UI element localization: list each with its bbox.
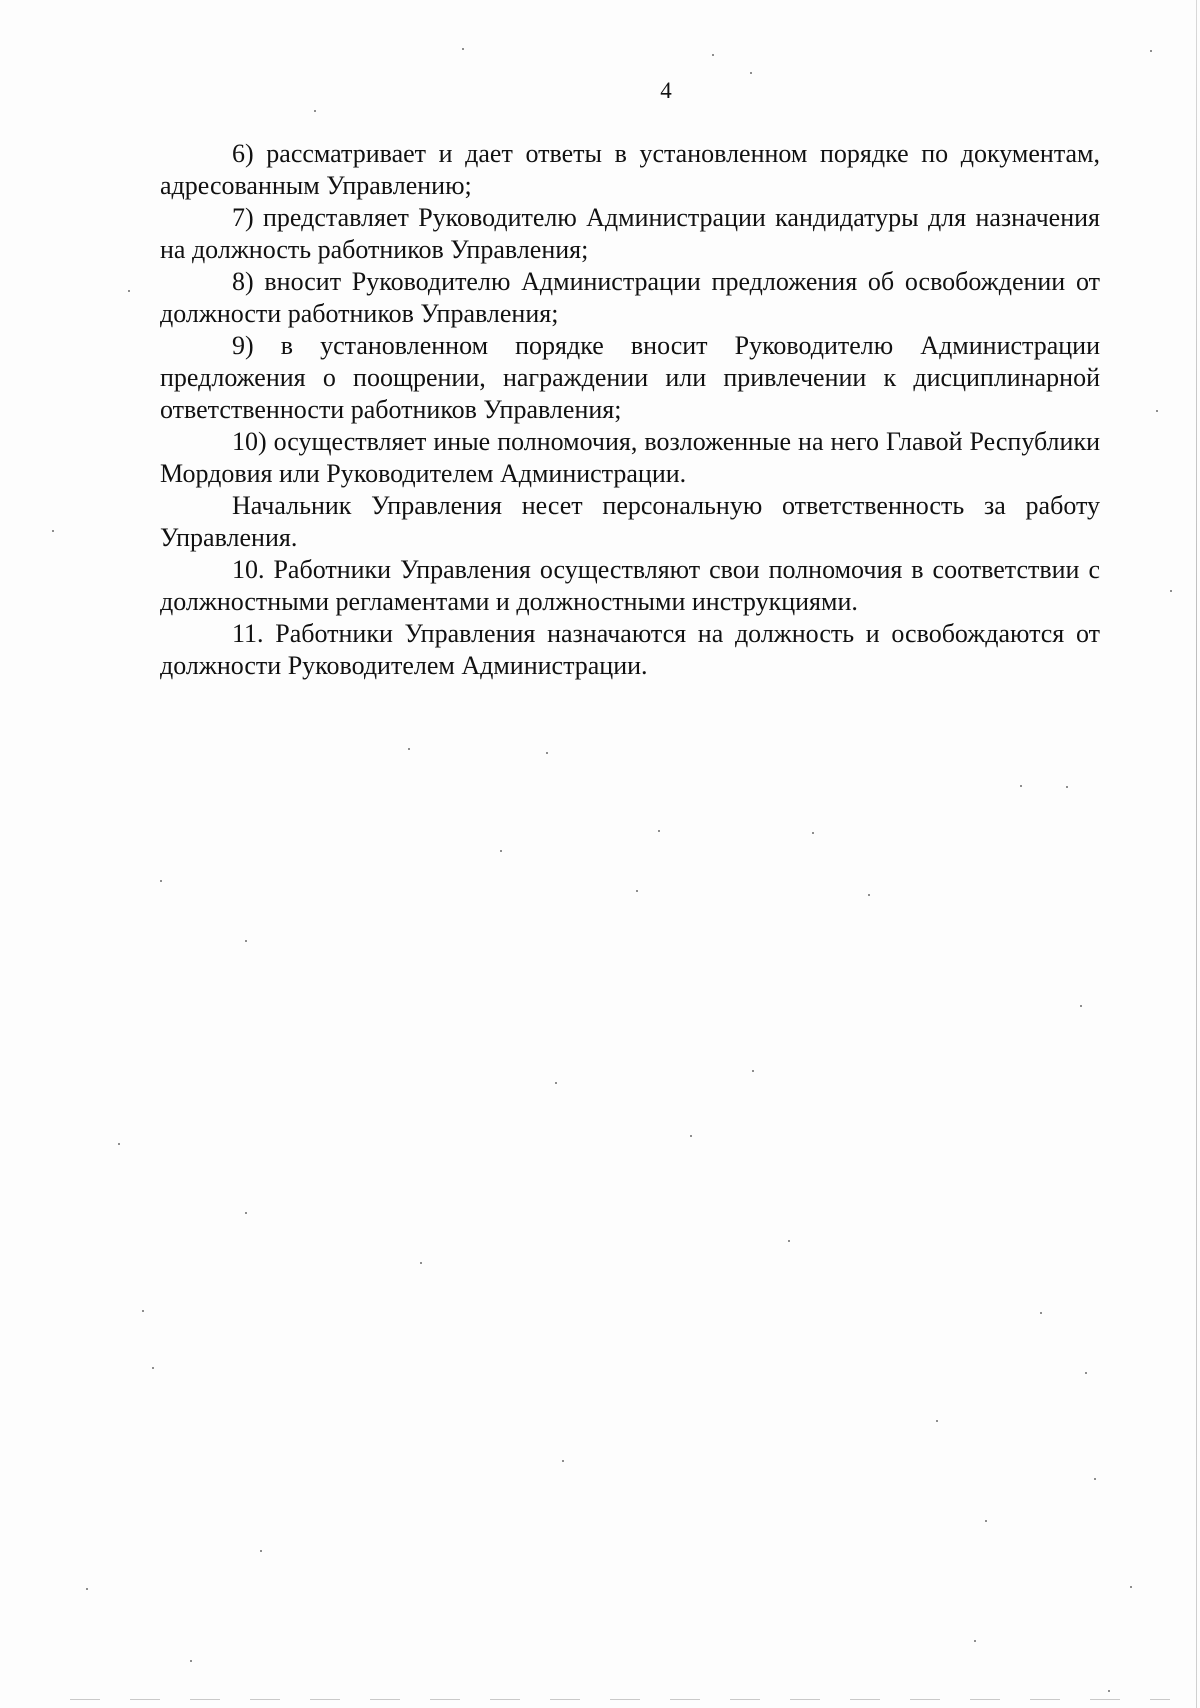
paragraph-item-8: 8) вносит Руководителю Администрации предложения об освобождении от должности работников Управления;	[160, 267, 1100, 328]
paragraph-section-11: 11. Работники Управления назначаются на должность и освобождаются от должности Руководителем Администрации.	[160, 619, 1100, 680]
scan-speck	[245, 940, 247, 942]
scan-speck	[658, 830, 660, 832]
scan-speck	[636, 890, 638, 892]
scan-speck	[1170, 590, 1172, 592]
scan-speck	[985, 1520, 987, 1522]
paragraph-item-7: 7) представляет Руководителю Администрации кандидатуры для назначения на должность работников Управления;	[160, 203, 1100, 264]
scan-speck	[712, 54, 714, 56]
document-body	[160, 138, 1100, 682]
scan-speck	[788, 1240, 790, 1242]
scan-speck	[1156, 410, 1158, 412]
scan-speck	[128, 290, 130, 292]
paragraph-item-6: 6) рассматривает и дает ответы в установленном порядке по документам, адресованным Управлению;	[160, 139, 1100, 200]
paragraph-section-10: 10. Работники Управления осуществляют свои полномочия в соответствии с должностными регламентами и должностными инструкциями.	[160, 555, 1100, 616]
scan-speck	[142, 1310, 144, 1312]
scan-speck	[690, 1135, 692, 1137]
scan-speck	[1085, 1372, 1087, 1374]
scan-speck	[562, 1460, 564, 1462]
scan-speck	[408, 748, 410, 750]
scan-speck	[462, 48, 464, 50]
scan-speck	[245, 1212, 247, 1214]
scan-speck	[86, 1588, 88, 1590]
scan-speck	[1066, 786, 1068, 788]
scan-speck	[1108, 1690, 1110, 1692]
scan-speck	[936, 1420, 938, 1422]
scan-speck	[160, 880, 162, 882]
scan-speck	[260, 1550, 262, 1552]
scan-speck	[52, 530, 54, 532]
scan-edge-line	[1196, 0, 1197, 1708]
page-number: 4	[660, 78, 672, 103]
scan-speck	[750, 72, 752, 74]
scan-speck	[1080, 1005, 1082, 1007]
paragraph-head-responsibility: Начальник Управления несет персональную ответственность за работу Управления.	[160, 491, 1100, 552]
scan-speck	[1040, 1312, 1042, 1314]
scan-speck	[555, 1082, 557, 1084]
scan-speck	[152, 1367, 154, 1369]
scan-speck	[1150, 50, 1152, 52]
scan-speck	[420, 1262, 422, 1264]
scan-speck	[546, 752, 548, 754]
paragraph-item-10: 10) осуществляет иные полномочия, возложенные на него Главой Республики Мордовия или Руководителем Администрации.	[160, 427, 1100, 488]
scan-speck	[314, 110, 316, 112]
scan-speck	[752, 1070, 754, 1072]
scan-speck	[500, 850, 502, 852]
scan-speck	[190, 1660, 192, 1662]
scan-speck	[118, 1143, 120, 1145]
paragraph-item-9: 9) в установленном порядке вносит Руководителю Администрации предложения о поощрении, награждении или привлечении к дисциплинарной ответственности работников Управления;	[160, 331, 1100, 424]
scan-speck	[1020, 785, 1022, 787]
scan-speck	[868, 894, 870, 896]
scan-speck	[1094, 1478, 1096, 1480]
scan-speck	[1130, 1586, 1132, 1588]
scan-bottom-edge	[70, 1699, 1170, 1700]
scan-speck	[812, 832, 814, 834]
scan-speck	[974, 1640, 976, 1642]
